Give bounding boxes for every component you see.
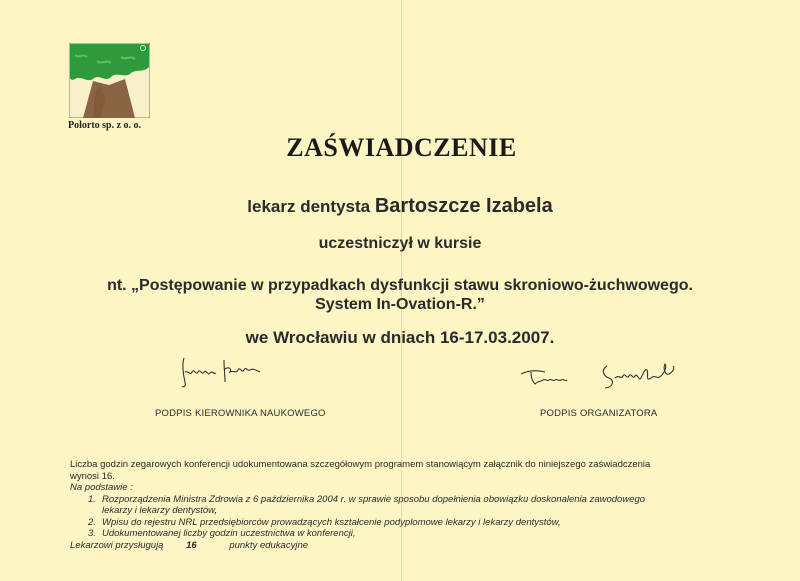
place-dates: we Wrocławiu w dniach 16-17.03.2007. [245, 328, 555, 347]
basis-label: Na podstawie : [70, 482, 133, 493]
points-value: 16 [186, 539, 197, 551]
company-name: Polorto sp. z o. o. [68, 120, 142, 131]
course-line-1: nt. „Postępowanie w przypadkach dysfunkcji stawu skroniowo-żuchwowego. [107, 277, 693, 294]
organizer-signature [515, 360, 685, 396]
recipient-prefix: lekarz dentysta [247, 197, 371, 216]
certificate-footnote [70, 459, 770, 551]
basis-list [70, 494, 770, 540]
scientific-director-signature [178, 352, 266, 394]
scientific-director-signature-label: PODPIS KIEROWNIKA NAUKOWEGO [155, 408, 326, 419]
tree-logo-icon [69, 43, 150, 118]
points-prefix: Lekarzowi przysługują [70, 539, 164, 551]
education-points [70, 540, 770, 552]
list-item: 3. Udokumentowanej liczby godzin uczestnictwa w konferencji, [88, 528, 356, 539]
hours-statement-continued: wynosi 16. [70, 470, 115, 482]
list-item: 2. Wpisu do rejestru NRL przedsiębiorców prowadzących kształcenie podyplomowe lekarzy i lekarzy dentystów, [88, 516, 561, 528]
course-line-2: System In-Ovation-R.” [315, 296, 485, 313]
paper-fold-line [401, 0, 402, 581]
hours-statement: Liczba godzin zegarowych konferencji udokumentowana szczegółowym programem stanowiącym załącznik do niniejszego zaświadczenia [70, 459, 651, 470]
list-item: 1. Rozporządzenia Ministra Zdrowia z 6 października 2004 r. w sprawie sposobu dopełnienia obowiązku doskonalenia zawodowego lekarzy i lekarzy dentystów, [88, 493, 646, 516]
course-title [0, 276, 800, 314]
certificate-title: ZAŚWIADCZENIE [286, 133, 517, 162]
recipient-name: Bartoszcze Izabela [374, 195, 553, 217]
recipient-line [0, 195, 800, 218]
points-suffix: punkty edukacyjne [229, 539, 309, 551]
participation-line: uczestniczył w kursie [318, 235, 482, 252]
organizer-signature-label: PODPIS ORGANIZATORA [540, 408, 658, 419]
